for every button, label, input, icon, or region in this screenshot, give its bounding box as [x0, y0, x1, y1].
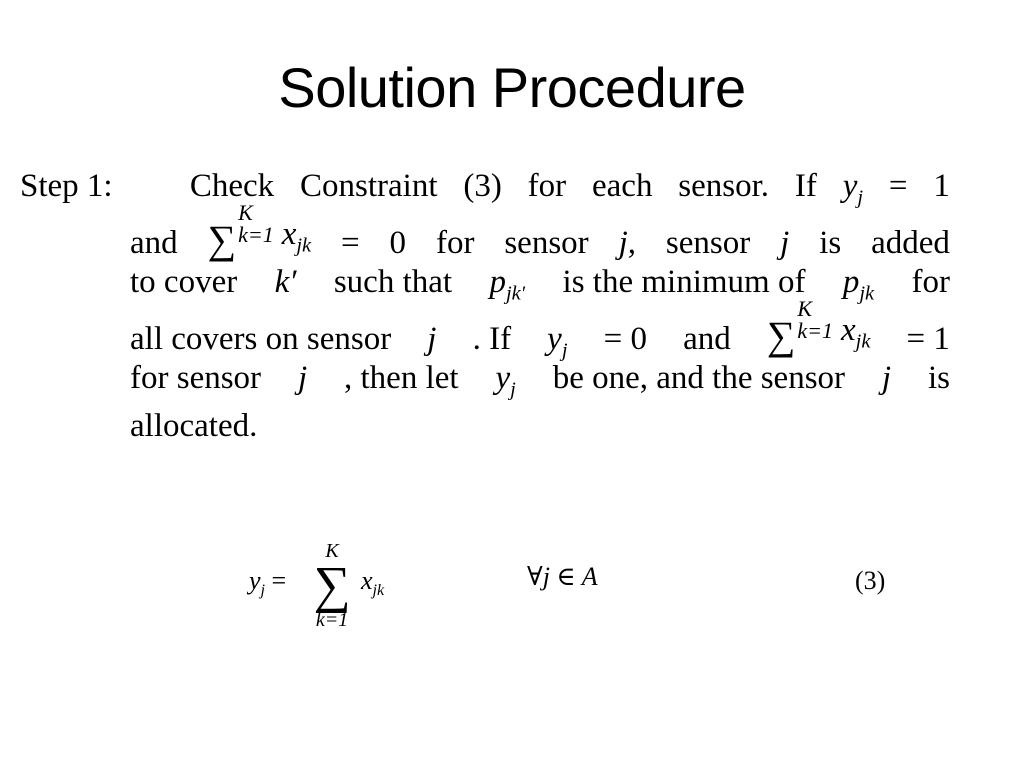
sum-upper-limit: K [797, 296, 813, 321]
slide-title: Solution Procedure [278, 56, 746, 119]
word: sensor [504, 225, 589, 261]
word: is [927, 360, 950, 396]
word: Check [189, 168, 275, 204]
word: and [130, 225, 178, 261]
sum-lower-limit: k=1 [315, 609, 349, 631]
word: is [819, 225, 842, 261]
math-y-j: $y_j$ [842, 168, 864, 209]
math-j: j [297, 360, 308, 396]
step-line-5 [130, 360, 950, 408]
math-equals-zero: = 0 [603, 321, 647, 357]
step-line-1 [20, 168, 950, 216]
phrase: , then let [344, 360, 459, 396]
math-x-jk: $x_{jk}$ [841, 312, 871, 353]
math-p-jk-prime: $p_{jk'}$ [489, 264, 526, 305]
word: Constraint [300, 168, 438, 204]
word: (3) [463, 168, 502, 204]
math-j: j [780, 225, 790, 261]
math-p-jk: $p_{jk}$ [842, 264, 875, 305]
math-j: j, [618, 225, 636, 261]
math-equals-one: = 1 [906, 321, 950, 357]
word: added [871, 225, 950, 261]
constraint-equation [245, 532, 905, 632]
step-line-2 [130, 200, 950, 264]
math-zero: 0 [389, 225, 407, 261]
math-sum [766, 296, 871, 359]
phrase: . If [472, 321, 512, 357]
step-label: Step 1: [20, 168, 113, 204]
word: each [592, 168, 653, 204]
sigma-icon: ∑ [313, 557, 351, 614]
word: sensor [665, 225, 751, 261]
math-equals: = [341, 225, 360, 261]
step-line-4 [130, 296, 950, 362]
equation-number: (3) [855, 566, 886, 595]
phrase: such that [333, 264, 453, 300]
equation-condition: ∀j ∈ A [527, 562, 598, 591]
math-y-j: $y_j$ [547, 321, 568, 362]
equation-lhs: $y_j$ = [249, 566, 287, 600]
math-one: 1 [933, 168, 950, 204]
phrase: to cover [130, 264, 238, 300]
phrase: all covers on sensor [130, 321, 392, 357]
math-j: j [881, 360, 892, 396]
word: If [794, 168, 817, 204]
math-x-jk: $x_{jk}$ [281, 216, 312, 257]
word: for [435, 225, 475, 261]
sum-upper-limit: K [325, 540, 339, 562]
phrase: for sensor [130, 360, 262, 396]
sum-lower-limit: k=1 [238, 222, 274, 247]
step-line-6 [130, 408, 950, 456]
word: and [683, 321, 731, 357]
sum-lower-limit: k=1 [797, 318, 834, 343]
math-equals: = [888, 168, 908, 204]
sum-upper-limit: K [238, 200, 253, 225]
math-j: j [427, 321, 437, 357]
equation-term: $x_{jk}$ [361, 566, 385, 600]
math-sum [207, 200, 312, 263]
word: sensor. [678, 168, 770, 204]
phrase: is the minimum of [562, 264, 806, 300]
math-k-prime: k′ [274, 264, 297, 300]
sigma-icon: ∑ [766, 313, 796, 358]
summation [307, 540, 357, 632]
word: for [527, 168, 567, 204]
math-y-j: $y_j$ [495, 360, 516, 401]
phrase: be one, and the sensor [552, 360, 846, 396]
sigma-icon: ∑ [207, 217, 237, 262]
word: allocated. [130, 408, 258, 444]
word: for [911, 264, 950, 300]
